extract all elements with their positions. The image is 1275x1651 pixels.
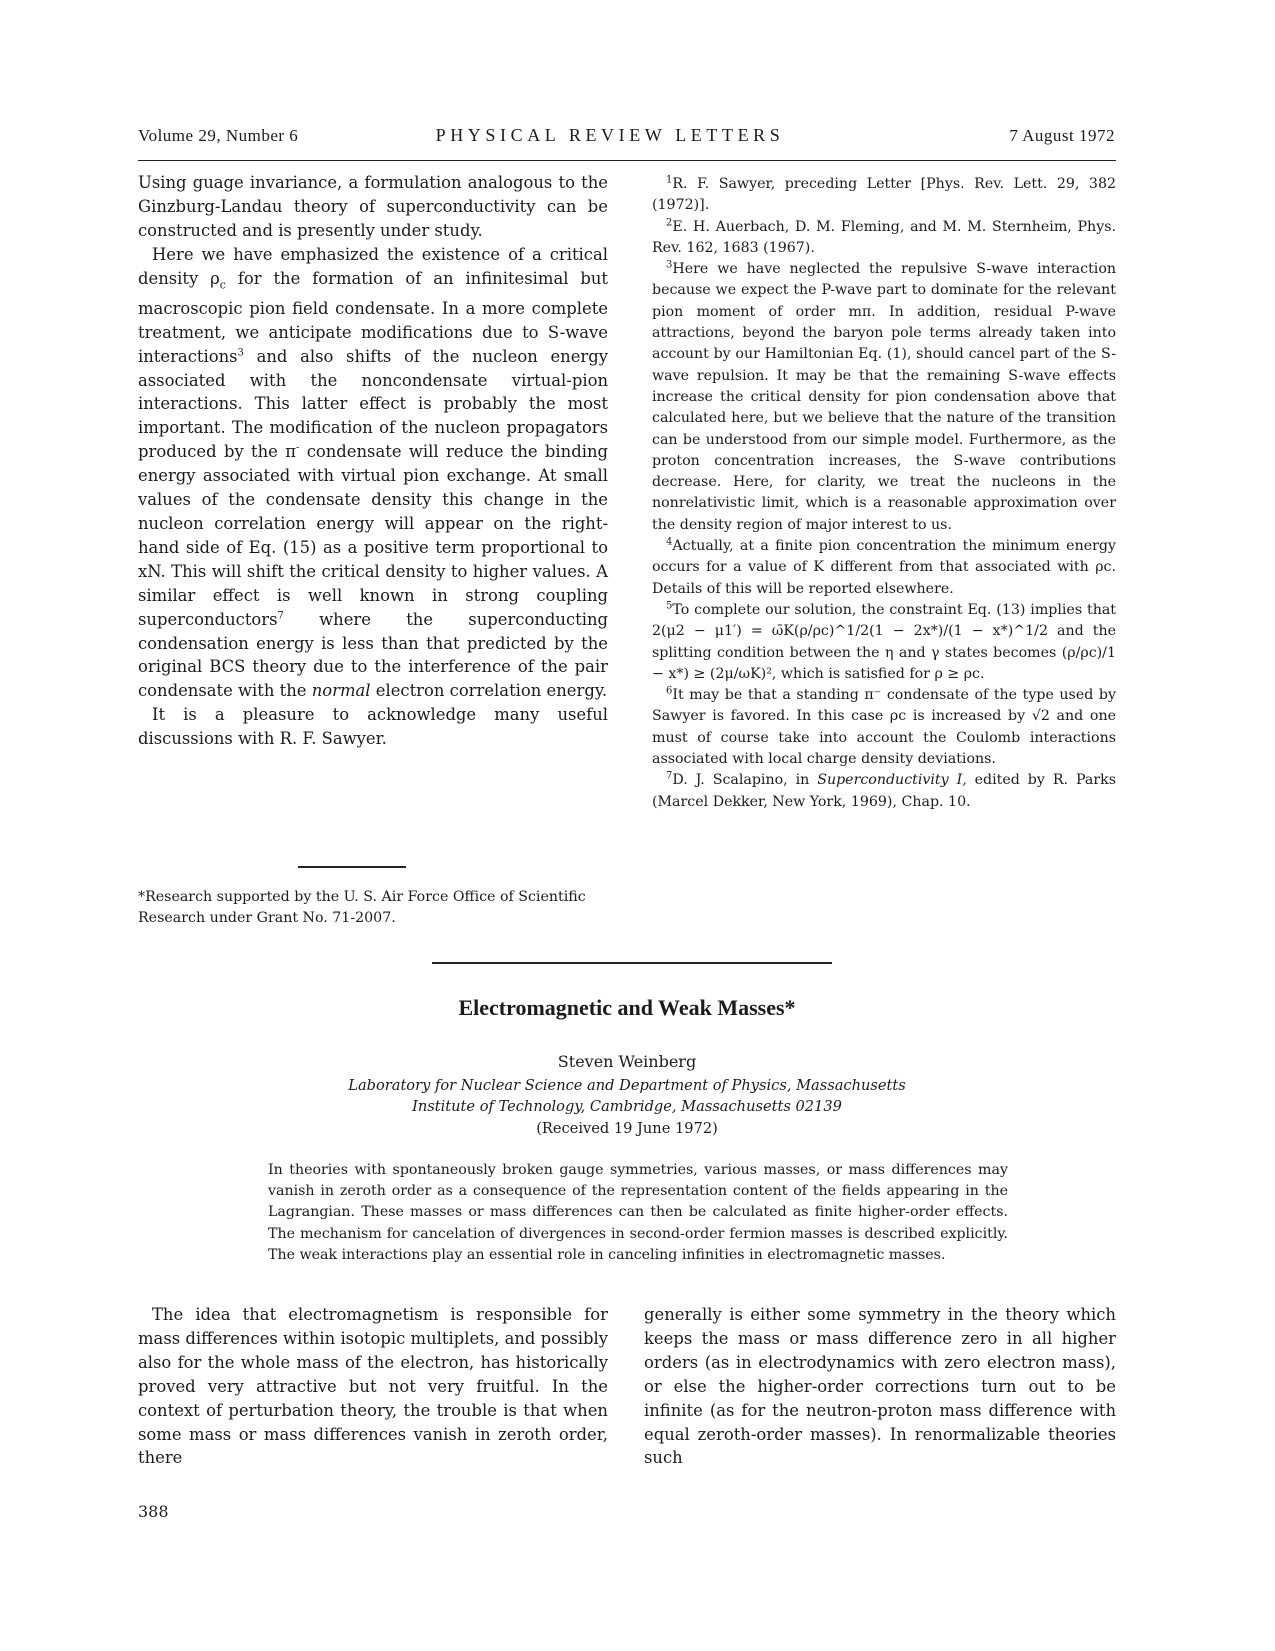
header-volume: Volume 29, Number 6: [138, 126, 299, 145]
footnote: [652, 217, 1116, 260]
footnote-text: edited by R. Parks (Marcel Dekker, New York, 1969), Chap. 10.: [652, 772, 1116, 810]
footnote-text: R. F. Sawyer, preceding Letter [Phys. Rev. Lett. 29, 382 (1972)].: [652, 176, 1116, 214]
abstract: In theories with spontaneously broken gauge symmetries, various masses, or mass differences may vanish in zeroth order as a consequence of the representation content of the fields appearing in the Lagrangian. These masses or mass differences can then be calculated as finite higher-order effects. The mechanism for cancelation of divergences in second-order fermion masses is described explicitly. The weak interactions play an essential role in canceling infinities in electromagnetic masses.: [268, 1162, 1008, 1263]
superscript: -: [295, 442, 300, 454]
footnote-research: *Research supported by the U. S. Air Force Office of Scientific Research under Grant No. 71-2007.: [138, 889, 586, 926]
article-title: Electromagnetic and Weak Masses*: [458, 995, 796, 1020]
footnote-text: Actually, at a finite pion concentration the minimum energy occurs for a value of K different from that associated with ρc. Details of this will be reported elsewhere.: [652, 538, 1116, 597]
footnote-number: 3: [666, 259, 673, 271]
footnote-number: 1: [666, 174, 673, 186]
footnote: [652, 600, 1116, 685]
body-right-column: generally is either some symmetry in the theory which keeps the mass or mass difference zero in all higher orders (as in electrodynamics with zero electron mass), or else the higher-order corrections turn out to be infinite (as for the neutron-proton mass difference with equal zeroth-order masses). In renormalizable theories such: [644, 1305, 1116, 1468]
footnote: [652, 259, 1116, 536]
footnote: [652, 685, 1116, 770]
text-run: where the superconducting condensation energy is less than that predicted by the original BCS theory due to the interference of the pair condensate with the: [138, 609, 608, 701]
footnote-text: E. H. Auerbach, D. M. Fleming, and M. M. Sternheim, Phys. Rev. 162, 1683 (1967).: [652, 218, 1116, 256]
subscript: c: [219, 277, 226, 291]
received-date: (Received 19 June 1972): [536, 1120, 718, 1137]
body-left-column: The idea that electromagnetism is responsible for mass differences within isotopic multiplets, and possibly also for the whole mass of the electron, has historically proved very attractive but not very fruitful. In the context of perturbation theory, the trouble is that when some mass or mass differences vanish in zeroth order, there: [138, 1305, 609, 1468]
footnote-text: To complete our solution, the constraint Eq. (13) implies that 2(μ2 − μ1′) = ω̄K(ρ/ρc)^1/2(1 − 2x*)/(1 − x*)^1/2 and the splitting condition between the η and γ states becomes (ρ/ρc)/1 − x*) ≥ (2μ/ωK)², which is satisfied for ρ ≥ ρc.: [652, 601, 1116, 682]
article-author: Steven Weinberg: [557, 1052, 697, 1071]
page-number: 388: [138, 1502, 169, 1521]
footnote-number: 4: [666, 536, 673, 548]
text-run: for the formation of an infinitesimal but macroscopic pion field condensate. In a more complete treatment, we anticipate modifications due to S-wave interactions: [138, 268, 608, 366]
footnote-text: D. J. Scalapino, in: [672, 772, 818, 789]
footnote-number: 5: [666, 600, 673, 612]
footnote-ref: 7: [277, 610, 284, 622]
footnote-ref: 3: [237, 347, 244, 359]
header-journal: PHYSICAL REVIEW LETTERS: [435, 125, 785, 145]
text-run: condensate will reduce the binding energy associated with virtual pion exchange. At small values of the condensate density this change in the nucleon correlation energy will appear on the right-hand side of Eq. (15) as a positive term proportional to xN. This will shift the critical density to higher values. A similar effect is well known in strong coupling superconductors: [138, 442, 608, 629]
footnote-number: 2: [666, 216, 673, 228]
footnote: [652, 174, 1116, 217]
right-column-footnotes: [652, 174, 1116, 813]
footnote-number: 7: [666, 770, 673, 782]
text-run: electron correlation energy.: [370, 681, 608, 701]
paragraph: [138, 243, 608, 704]
text-run: and also shifts of the nucleon energy associated with the noncondensate virtual-pion interactions. This latter effect is probably the most important. The modification of the nucleon propagators produced by the π: [138, 346, 608, 462]
footnote: [652, 770, 1116, 813]
left-column-top: [138, 171, 608, 751]
footnote: [652, 536, 1116, 600]
emphasis: Superconductivity I,: [817, 772, 967, 789]
paragraph: Using guage invariance, a formulation analogous to the Ginzburg-Landau theory of superconductivity can be constructed and is presently under study.: [138, 173, 608, 240]
section-rule: [432, 962, 832, 964]
header-rule: [138, 160, 1116, 161]
affiliation-line-1: Laboratory for Nuclear Science and Department of Physics, Massachusetts: [348, 1077, 906, 1094]
paragraph: It is a pleasure to acknowledge many useful discussions with R. F. Sawyer.: [138, 705, 608, 749]
footnote-text: It may be that a standing π⁻ condensate of the type used by Sawyer is favored. In this case ρc is increased by √2 and one must of course take into account the Coulomb interactions associated with local charge density deviations.: [652, 687, 1116, 768]
footnote-number: 6: [666, 685, 673, 697]
footnote-rule: [298, 866, 406, 868]
footnote-text: Here we have neglected the repulsive S-wave interaction because we expect the P-wave part to dominate for the relevant pion moment of order mπ. In addition, residual P-wave attractions, beyond the baryon pole terms already taken into account by our Hamiltonian Eq. (1), should cancel part of the S-wave repulsion. It may be that the remaining S-wave effects increase the critical density for pion condensation above that calculated here, but we believe that the nature of the transition can be understood from our simple model. Furthermore, as the proton concentration increases, the S-wave contributions decrease. Here, for clarity, we treat the nucleons in the nonrelativistic limit, which is a reasonable approximation over the density region of major interest to us.: [652, 261, 1116, 533]
text-run: Here we have emphasized the existence of a critical density ρ: [138, 244, 608, 288]
affiliation-line-2: Institute of Technology, Cambridge, Massachusetts 02139: [412, 1098, 842, 1115]
header-date: 7 August 1972: [1009, 126, 1115, 145]
emphasis: normal: [311, 681, 371, 701]
